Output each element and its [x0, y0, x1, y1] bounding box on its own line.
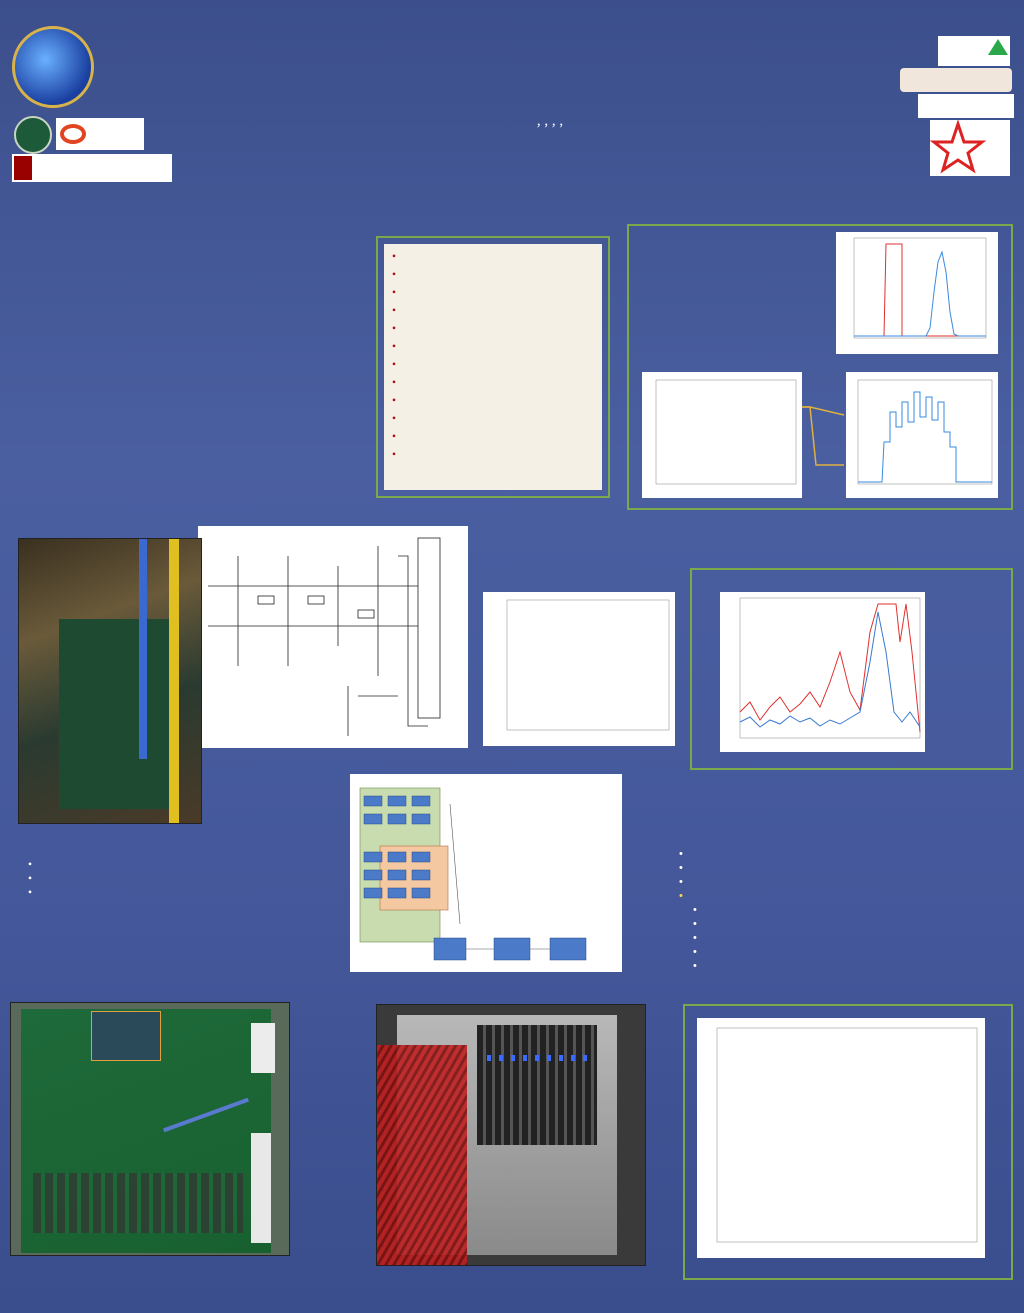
connector-right [251, 1133, 271, 1243]
hist-frame [854, 238, 986, 338]
crosstalk-blue-series [740, 612, 920, 727]
argonne-triangle-icon [988, 39, 1008, 55]
feature-item: • [392, 377, 397, 389]
feature-item: • [392, 431, 397, 443]
status-list [679, 847, 1009, 973]
open-input-histogram-svg [836, 232, 998, 354]
features-box [376, 236, 610, 498]
features-inner [384, 244, 602, 490]
noise-arrow [802, 405, 846, 475]
system-response-svg [483, 592, 675, 746]
sinehist-frame [858, 380, 992, 484]
cable-photo-blue [139, 539, 147, 759]
bullet-item: • [28, 873, 38, 885]
status-next-item: • [693, 946, 697, 958]
connector-top [251, 1023, 275, 1073]
schematic-svg [198, 526, 468, 748]
chip-row [33, 1173, 243, 1233]
office-of-science-logo [56, 118, 144, 150]
hist-red-series [854, 244, 986, 336]
fdc-event-plot [697, 1018, 985, 1258]
status-next-item: • [693, 918, 697, 930]
single-event-plot-svg [642, 372, 802, 498]
feature-item: • [392, 449, 397, 461]
status-next-item: • [693, 932, 697, 944]
sysresp-frame [507, 600, 669, 730]
feature-item: • [392, 341, 397, 353]
open-input-histogram [836, 232, 998, 354]
crosstalk-plot [720, 592, 925, 752]
feature-item: • [392, 323, 397, 335]
sine-histogram-svg [846, 372, 998, 498]
crate-photo [376, 1004, 646, 1266]
sinehist-series [858, 392, 992, 482]
bullet-item: • [28, 887, 38, 899]
bnl-logo [918, 94, 1014, 118]
star-logo [930, 120, 1010, 176]
mit-bates-logo [900, 68, 1012, 92]
cable-photo-yellow [169, 539, 179, 824]
status-item: • [679, 862, 683, 874]
system-response-plot [483, 592, 675, 746]
line-receiver-bullets [28, 858, 363, 900]
iu-trident-icon [14, 156, 32, 180]
bd-labels [350, 774, 622, 972]
crosstalk-frame [740, 598, 920, 738]
cable-photo-board [59, 619, 169, 809]
fee-power-region [91, 1011, 161, 1061]
feature-item: • [392, 413, 397, 425]
schematic-panel [198, 526, 468, 748]
sine-frame [656, 380, 796, 484]
office-swirl-icon [60, 124, 86, 144]
bullet-item: • [28, 859, 38, 871]
feature-item: • [392, 359, 397, 371]
feature-item-assembly: • [392, 269, 397, 281]
crosstalk-red-series [740, 604, 920, 732]
crosstalk-svg [720, 592, 925, 752]
star-logo-icon [930, 120, 1010, 176]
iu-logo [12, 154, 172, 182]
status-next-item: • [693, 960, 697, 972]
crate-red-cables [377, 1045, 467, 1265]
schematic-text-fragments [200, 684, 350, 700]
feature-item: • [392, 287, 397, 299]
status-item: • [679, 876, 683, 888]
feature-item: • [392, 305, 397, 317]
hist-blue-series [854, 252, 986, 336]
single-event-plot [642, 372, 802, 498]
readout-board-photo [10, 1002, 290, 1256]
sine-histogram [846, 372, 998, 498]
author-list: , , , , [536, 113, 564, 129]
cable-photo [18, 538, 202, 824]
crate-modules [477, 1025, 597, 1145]
feature-item: • [392, 395, 397, 407]
feature-item: • [392, 251, 397, 263]
crate-leds [487, 1055, 587, 1061]
status-next-item: • [693, 904, 697, 916]
nsf-logo [12, 26, 94, 108]
status-next-label: • [679, 890, 683, 902]
fdc-event-svg [697, 1018, 985, 1258]
argonne-logo [938, 36, 1010, 66]
fdc-frame [717, 1028, 977, 1242]
status-item: • [679, 848, 683, 860]
doe-logo [14, 116, 52, 154]
